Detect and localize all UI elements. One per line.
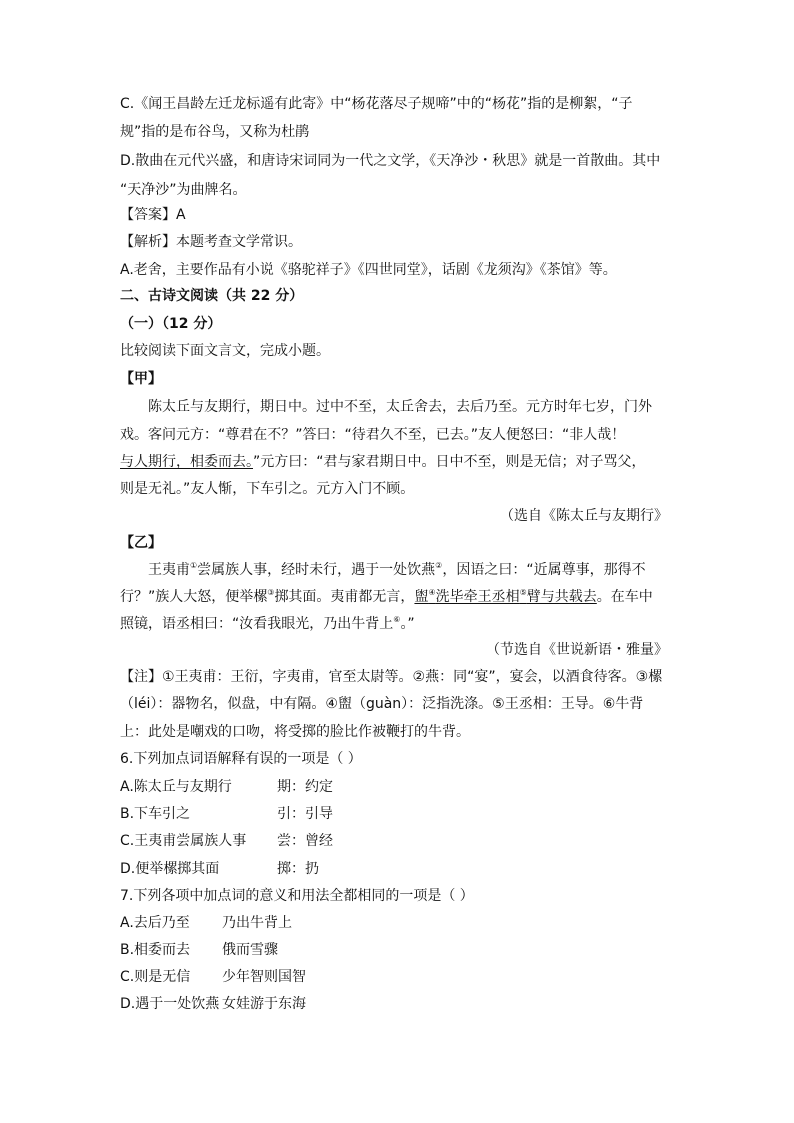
footnote-mark: ④: [428, 588, 436, 597]
q7-option-b: [120, 940, 278, 960]
option-text: D.遇于一处饮燕: [120, 996, 220, 1012]
underlined-sentence: [414, 589, 596, 605]
q6-option-a: [120, 777, 333, 797]
footnote-mark: ⑤: [519, 588, 527, 597]
text-run: 臂与共载去: [526, 589, 597, 605]
passage-jia-line3-rest: ”元方曰：“君与家君期日中。日中不至，则是无信；对子骂父，: [253, 454, 646, 470]
option-c-line1: C.《闻王昌龄左迁龙标遥有此寄》中“杨花落尽子规啼”中的“杨花”指的是柳絮，“子: [120, 96, 633, 112]
answer-line: 【答案】A: [120, 207, 186, 223]
passage-yi-line2: [120, 587, 653, 607]
q6-option-d: [120, 859, 319, 879]
option-gloss: 尝：曾经: [277, 833, 333, 849]
option-gloss: 乃出牛背上: [222, 915, 292, 931]
text-run: 行？”族人大怒，便举樏: [120, 589, 268, 605]
option-text: B.下车引之: [120, 806, 191, 822]
q6-option-b: [120, 804, 333, 824]
q7-option-c: [120, 967, 306, 987]
option-gloss: 女娃游于东海: [222, 996, 306, 1012]
section-heading: 二、古诗文阅读（共 22 分）: [120, 288, 304, 304]
passage-yi-line1: [148, 560, 646, 580]
source-jia: （选自《陈太丘与友期行》: [500, 508, 668, 524]
text-run: 掷其面。夷甫都无言，: [274, 589, 415, 605]
option-gloss: 引：引导: [277, 806, 333, 822]
text-run: 。在车中: [596, 589, 653, 605]
passage-jia-line1: 陈太丘与友期行，期日中。过中不至，太丘舍去，去后乃至。元方时年七岁，门外: [148, 399, 652, 415]
source-yi: （节选自《世说新语・雅量》: [486, 642, 668, 658]
option-gloss: 少年智则国智: [222, 969, 306, 985]
footnote-mark: ①: [190, 561, 198, 570]
text-run: 王夷甫: [148, 562, 190, 578]
note-line1: 【注】①王夷甫：王衍，字夷甫，官至太尉等。②燕：同“宴”，宴会，以酒食待客。③樏: [120, 669, 663, 685]
passage-jia-label: 【甲】: [120, 371, 162, 387]
passage-jia-line3: [120, 452, 646, 472]
text-run: 。”: [400, 616, 415, 632]
passage-jia-line4: 则是无礼。”友人惭，下车引之。元方入门不顾。: [120, 481, 415, 497]
passage-yi-line3: [120, 614, 415, 634]
q6-option-c: [120, 831, 333, 851]
text-run: 照镜，语丞相曰：“汝看我眼光，乃出牛背上: [120, 616, 394, 632]
option-text: D.便举樏掷其面: [120, 861, 220, 877]
option-gloss: 俄而雪骤: [222, 942, 278, 958]
footnote-mark: ⑥: [393, 615, 401, 624]
question-6: 6.下列加点词语解释有误的一项是（ ）: [120, 751, 362, 767]
instructions: 比较阅读下面文言文，完成小题。: [120, 343, 330, 359]
text-run: 盥: [414, 589, 429, 605]
text-run: ，因语之曰：“近属尊事，那得不: [442, 562, 646, 578]
passage-jia-line2: 戏。客问元方：“尊君在不？”答曰：“待君久不至，已去。”友人便怒曰：“非人哉！: [120, 427, 626, 443]
footnote-mark: ③: [267, 588, 275, 597]
text-run: 洗毕牵王丞相: [435, 589, 520, 605]
subsection-heading: （一）（12 分）: [120, 316, 222, 332]
option-text: A.去后乃至: [120, 915, 190, 931]
option-d-line1: D.散曲在元代兴盛，和唐诗宋词同为一代之文学，《天净沙・秋思》就是一首散曲。其中: [120, 153, 661, 169]
option-text: A.陈太丘与友期行: [120, 779, 232, 795]
passage-yi-label: 【乙】: [120, 535, 162, 551]
option-c-line2: 规”指的是布谷鸟，又称为杜鹃: [120, 124, 310, 140]
option-text: C.王夷甫尝属族人事: [120, 833, 247, 849]
text-run: 尝属族人事，经时未行，遇于一处饮燕: [197, 562, 436, 578]
question-7: 7.下列各项中加点词的意义和用法全都相同的一项是（ ）: [120, 888, 474, 904]
analysis-a-line: A.老舍，主要作品有小说《骆驼祥子》《四世同堂》，话剧《龙须沟》《茶馆》等。: [120, 262, 617, 278]
note-line3: 上：此处是嘲戏的口吻，将受掷的脸比作被鞭打的牛背。: [120, 724, 470, 740]
note-line2: （léi）：器物名，似盘，中有隔。④盥（guàn）：泛指洗涤。⑤王丞相：王导。⑥牛背: [120, 696, 644, 712]
q7-option-a: [120, 913, 292, 933]
analysis-line: 【解析】本题考查文学常识。: [120, 234, 302, 250]
option-text: B.相委而去: [120, 942, 191, 958]
footnote-mark: ②: [435, 561, 443, 570]
underlined-sentence: 与人期行，相委而去。: [120, 454, 253, 470]
q7-option-d: [120, 994, 306, 1014]
option-gloss: 掷：扔: [277, 861, 319, 877]
option-d-line2: “天净沙”为曲牌名。: [120, 182, 247, 198]
option-text: C.则是无信: [120, 969, 191, 985]
option-gloss: 期：约定: [277, 779, 333, 795]
